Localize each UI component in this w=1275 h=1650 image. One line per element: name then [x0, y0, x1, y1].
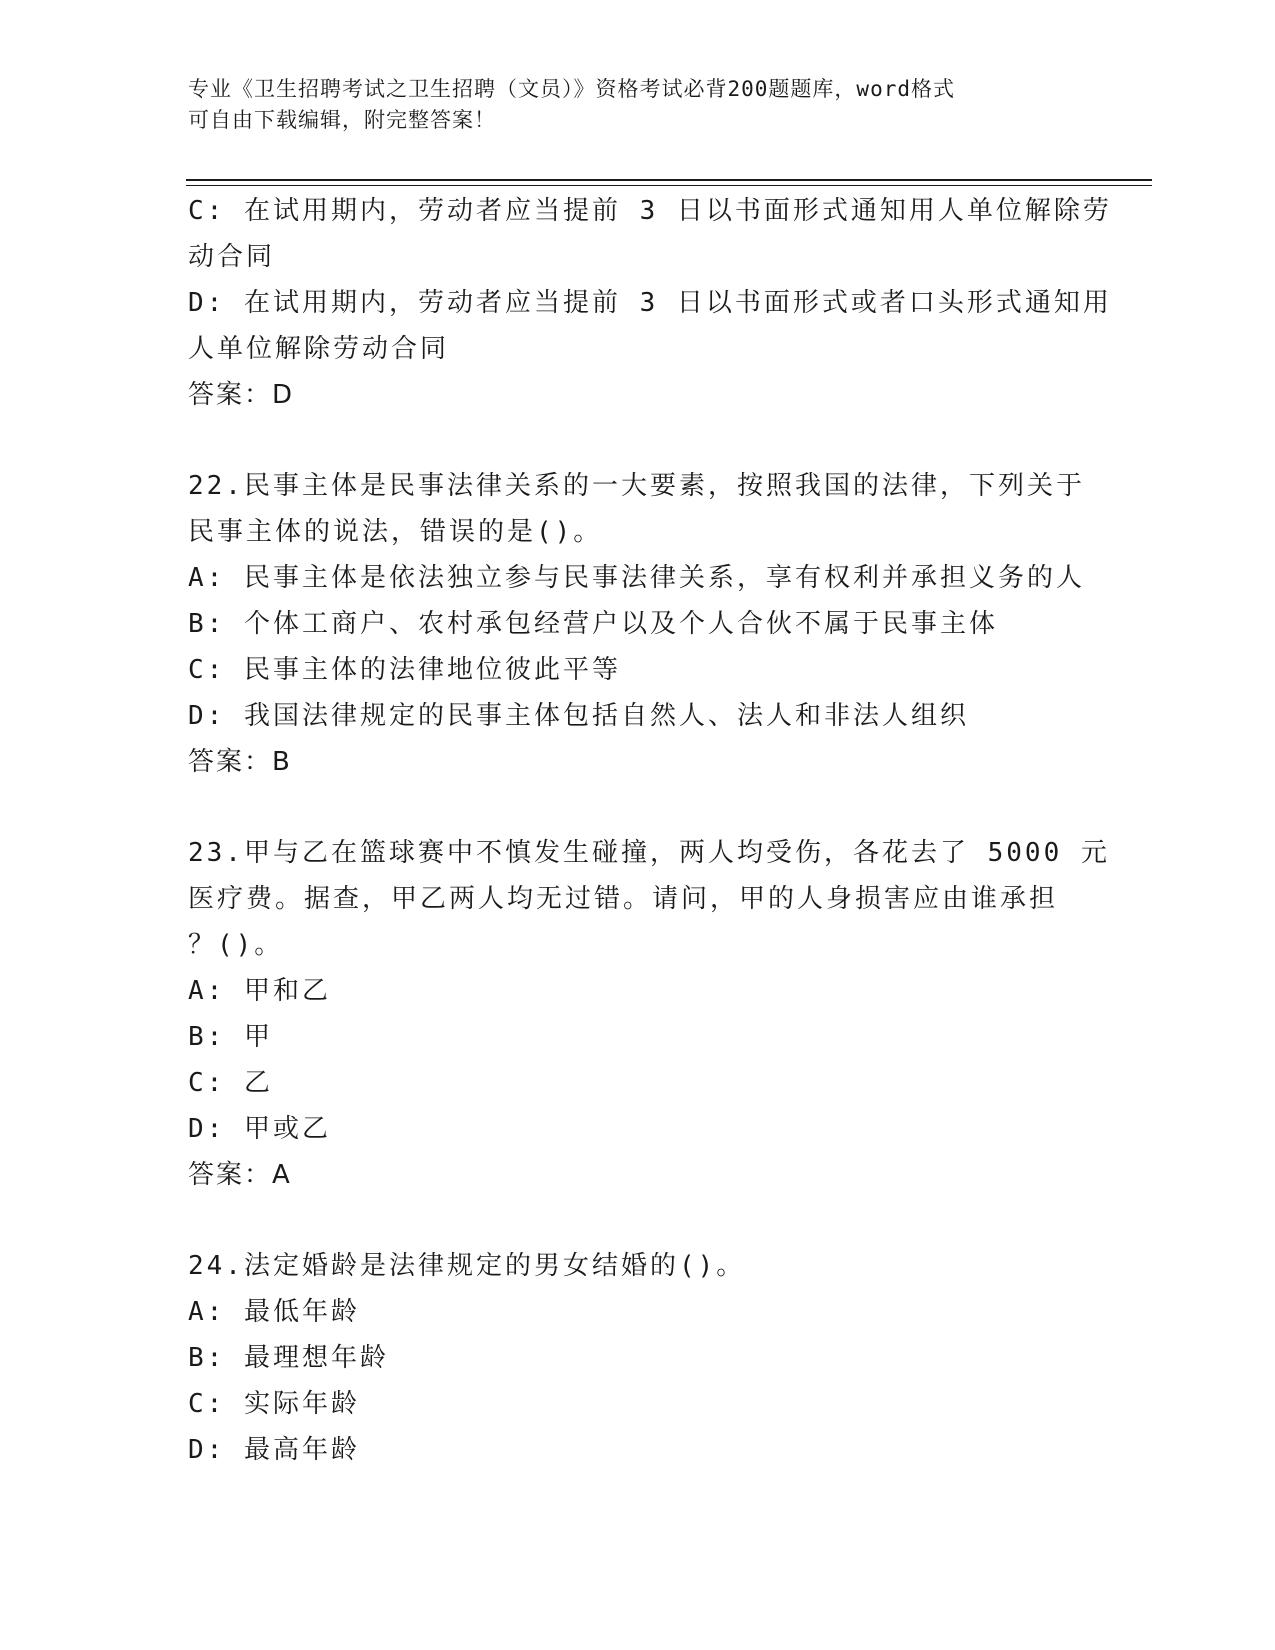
question-stem: 23.甲与乙在篮球赛中不慎发生碰撞，两人均受伤，各花去了 5000 元: [188, 838, 1110, 868]
option-a: A: 最低年龄: [188, 1297, 360, 1327]
option-d: D: 最高年龄: [188, 1435, 360, 1465]
header-rule-thick: [186, 179, 1152, 181]
option-c-line: C: 在试用期内，劳动者应当提前 3 日以书面形式通知用人单位解除劳: [188, 196, 1112, 226]
option-b: B: 个体工商户、农村承包经营户以及个人合伙不属于民事主体: [188, 609, 998, 639]
question-stem: 24.法定婚龄是法律规定的男女结婚的()。: [188, 1251, 746, 1281]
option-b: B: 最理想年龄: [188, 1343, 389, 1373]
answer-line: 答案：D: [188, 380, 295, 410]
option-d-line: 人单位解除劳动合同: [188, 334, 450, 364]
option-b: B: 甲: [188, 1022, 273, 1052]
question-22: [188, 463, 1088, 785]
option-a: A: 民事主体是依法独立参与民事法律关系，享有权利并承担义务的人: [188, 563, 1085, 593]
question-stem: ？()。: [188, 930, 284, 960]
option-d-line: D: 在试用期内，劳动者应当提前 3 日以书面形式或者口头形式通知用: [188, 288, 1112, 318]
answer-line: 答案：B: [188, 747, 292, 777]
option-d: D: 我国法律规定的民事主体包括自然人、法人和非法人组织: [188, 701, 969, 731]
question-stem: 民事主体的说法，错误的是()。: [188, 517, 603, 547]
option-c: C: 实际年龄: [188, 1389, 360, 1419]
question-21-continuation: [188, 188, 1112, 418]
header-line-1: 专业《卫生招聘考试之卫生招聘（文员）》资格考试必背200题题库，word格式: [188, 77, 955, 101]
document-body: [188, 188, 1112, 1473]
question-stem: 医疗费。据查，甲乙两人均无过错。请问，甲的人身损害应由谁承担: [188, 884, 1059, 914]
answer-line: 答案：A: [188, 1160, 292, 1190]
option-d: D: 甲或乙: [188, 1114, 331, 1144]
option-c: C: 乙: [188, 1068, 273, 1098]
header-rule-thin: [186, 185, 1152, 186]
option-a: A: 甲和乙: [188, 976, 331, 1006]
document-header: [188, 74, 1088, 136]
question-stem: 22.民事主体是民事法律关系的一大要素，按照我国的法律，下列关于: [188, 471, 1085, 501]
question-23: [188, 830, 1110, 1198]
option-c-line: 动合同: [188, 242, 276, 272]
option-c: C: 民事主体的法律地位彼此平等: [188, 655, 621, 685]
header-line-2: 可自由下载编辑，附完整答案！: [188, 108, 496, 132]
question-24: [188, 1243, 1088, 1473]
